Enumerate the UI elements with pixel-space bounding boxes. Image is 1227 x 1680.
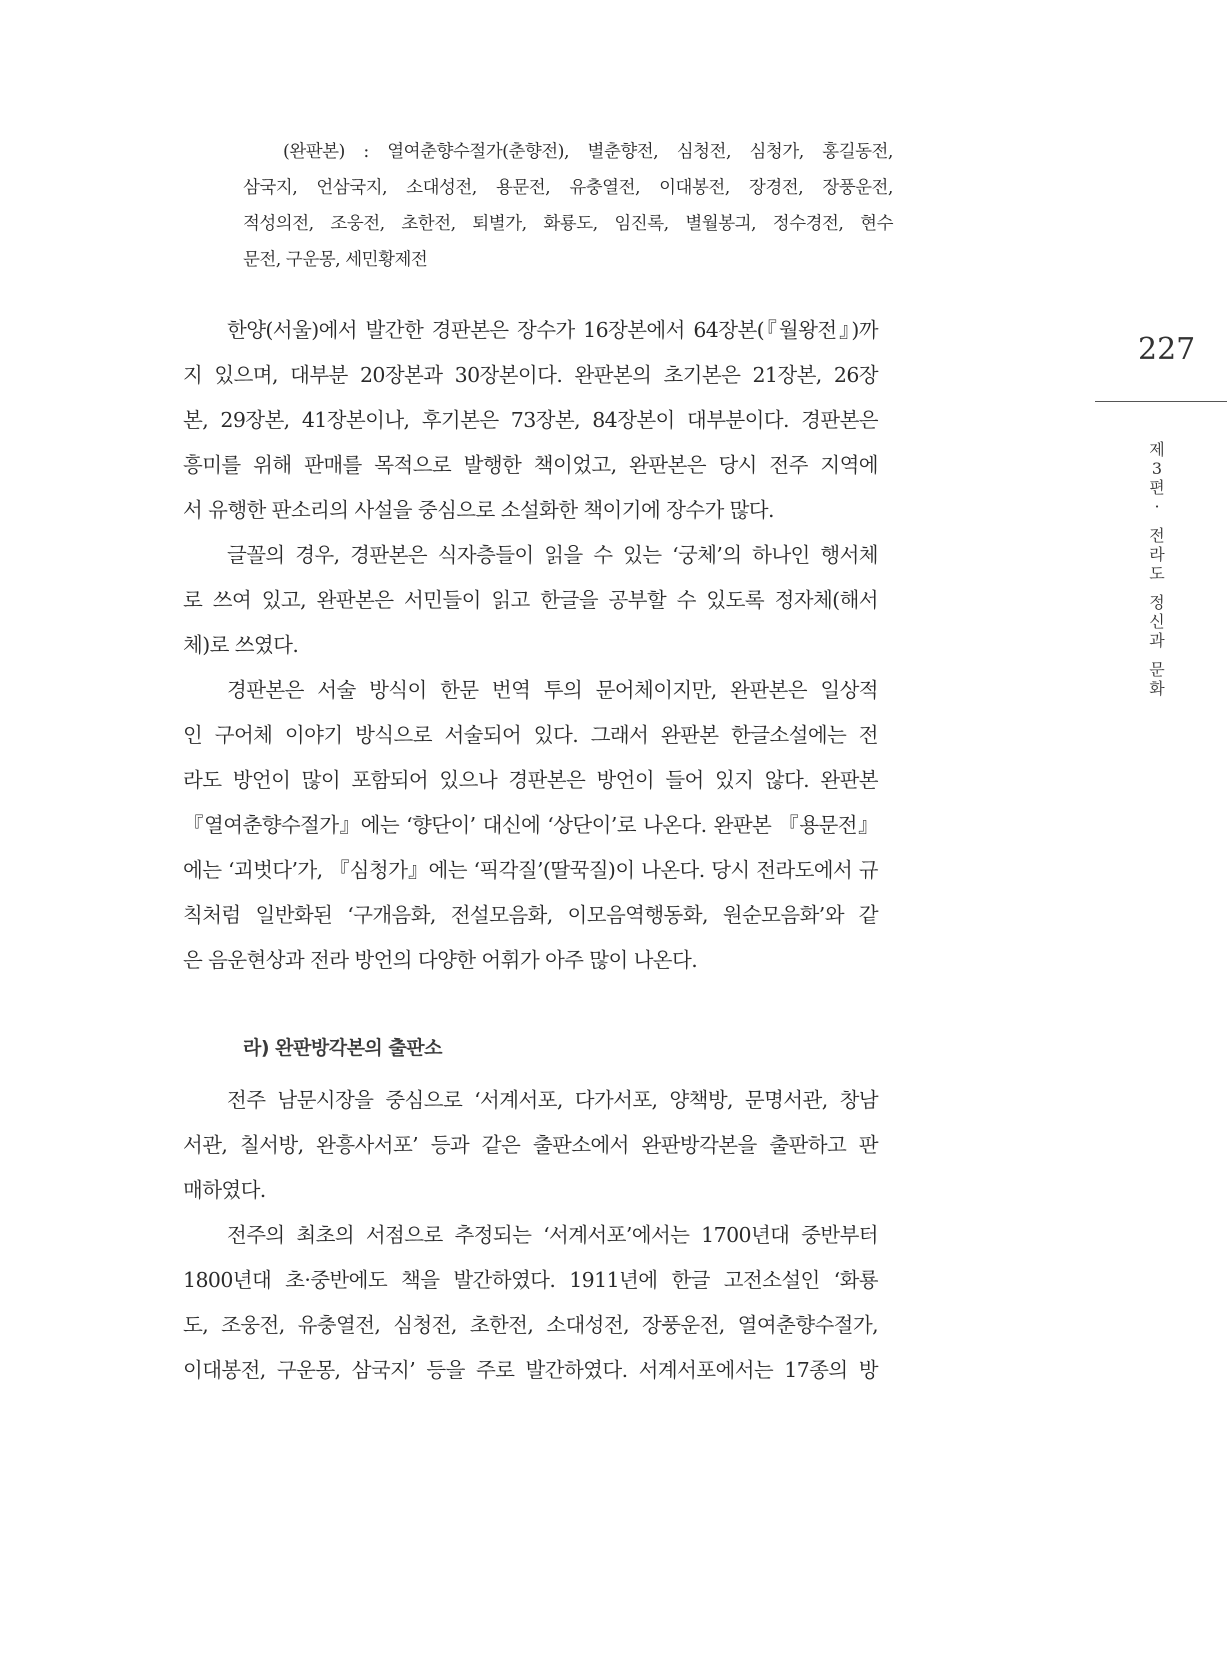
side-title-char: 3 <box>1151 459 1163 478</box>
side-title-char <box>1147 583 1167 593</box>
paragraph-line: 서 유행한 판소리의 사설을 중심으로 소설화한 책이기에 장수가 많다. <box>183 498 774 522</box>
paragraph-line: 에는 ‘괴벗다’가, 『심청가』에는 ‘픽각질’(딸꾹질)이 나온다. 당시 전라도에서 규 <box>183 858 878 882</box>
side-chapter-title <box>1147 440 1167 698</box>
paragraph-line: 라도 방언이 많이 포함되어 있으나 경판본은 방언이 들어 있지 않다. 완판본 <box>183 768 878 792</box>
paragraph-line: 전주의 최초의 서점으로 추정되는 ‘서계서포’에서는 1700년대 중반부터 <box>227 1223 878 1247</box>
paragraph-line: 로 쓰여 있고, 완판본은 서민들이 읽고 한글을 공부할 수 있도록 정자체(해서 <box>183 588 878 612</box>
list-line: 삼국지, 언삼국지, 소대성전, 용문전, 유충열전, 이대봉전, 장경전, 장풍운전, <box>243 178 893 198</box>
paragraph-line: 글꼴의 경우, 경판본은 식자층들이 읽을 수 있는 ‘궁체’의 하나인 행서체 <box>227 543 878 567</box>
page-number: 227 <box>1138 332 1196 367</box>
paragraph-line: 인 구어체 이야기 방식으로 서술되어 있다. 그래서 완판본 한글소설에는 전 <box>183 723 878 747</box>
book-list <box>243 134 893 278</box>
side-title-char: 편 <box>1149 478 1165 497</box>
paragraph-line: 체)로 쓰였다. <box>183 633 299 657</box>
paragraph-line: 전주 남문시장을 중심으로 ‘서계서포, 다가서포, 양책방, 문명서관, 창남 <box>227 1088 878 1112</box>
paragraph-line: 지 있으며, 대부분 20장본과 30장본이다. 완판본의 초기본은 21장본, 26장 <box>183 363 878 387</box>
side-title-char: 제 <box>1149 440 1165 459</box>
side-title-char: 신 <box>1149 612 1165 631</box>
paragraph-line: 이대봉전, 구운몽, 삼국지’ 등을 주로 발간하였다. 서계서포에서는 17종의 방 <box>183 1358 878 1382</box>
section-heading: 라) 완판방각본의 출판소 <box>243 1037 442 1059</box>
paragraph-line: 경판본은 서술 방식이 한문 번역 투의 문어체이지만, 완판본은 일상적 <box>227 678 878 702</box>
side-title-char <box>1147 650 1167 660</box>
paragraph-line: 도, 조웅전, 유충열전, 심청전, 초한전, 소대성전, 장풍운전, 열여춘향수절가, <box>183 1313 878 1337</box>
body-section-b <box>183 1078 878 1393</box>
divider-rule <box>1095 401 1227 402</box>
paragraph-line: 은 음운현상과 전라 방언의 다양한 어휘가 아주 많이 나온다. <box>183 948 698 972</box>
paragraph-line: 『열여춘향수절가』에는 ‘향단이’ 대신에 ‘상단이’로 나온다. 완판본 『용문전』 <box>183 813 878 837</box>
side-title-char: · <box>1154 497 1160 516</box>
paragraph-line: 흥미를 위해 판매를 목적으로 발행한 책이었고, 완판본은 당시 전주 지역에 <box>183 453 878 477</box>
side-title-char: 라 <box>1149 545 1165 564</box>
paragraph-line: 1800년대 초·중반에도 책을 발간하였다. 1911년에 한글 고전소설인 ‘화룡 <box>183 1268 878 1292</box>
side-title-char: 화 <box>1149 679 1165 698</box>
list-line: (완판본) : 열여춘향수절가(춘향전), 별춘향전, 심청전, 심청가, 홍길동전, <box>283 142 893 162</box>
side-title-char: 과 <box>1149 631 1165 650</box>
side-title-char: 도 <box>1149 564 1165 583</box>
side-title-char <box>1147 516 1167 526</box>
side-title-char: 정 <box>1149 593 1165 612</box>
side-title-char: 문 <box>1149 660 1165 679</box>
body-section-a <box>183 308 878 983</box>
list-line: 적성의전, 조웅전, 초한전, 퇴별가, 화룡도, 임진록, 별월봉긔, 정수경전, 현수 <box>243 214 893 234</box>
paragraph-line: 한양(서울)에서 발간한 경판본은 장수가 16장본에서 64장본(『월왕전』)까 <box>227 318 878 342</box>
paragraph-line: 칙처럼 일반화된 ‘구개음화, 전설모음화, 이모음역행동화, 원순모음화’와 같 <box>183 903 878 927</box>
side-title-char: 전 <box>1149 526 1165 545</box>
paragraph-line: 서관, 칠서방, 완흥사서포’ 등과 같은 출판소에서 완판방각본을 출판하고 판 <box>183 1133 878 1157</box>
paragraph-line: 매하였다. <box>183 1178 266 1202</box>
paragraph-line: 본, 29장본, 41장본이나, 후기본은 73장본, 84장본이 대부분이다. 경판본은 <box>183 408 878 432</box>
list-line: 문전, 구운몽, 세민황제전 <box>243 250 428 270</box>
